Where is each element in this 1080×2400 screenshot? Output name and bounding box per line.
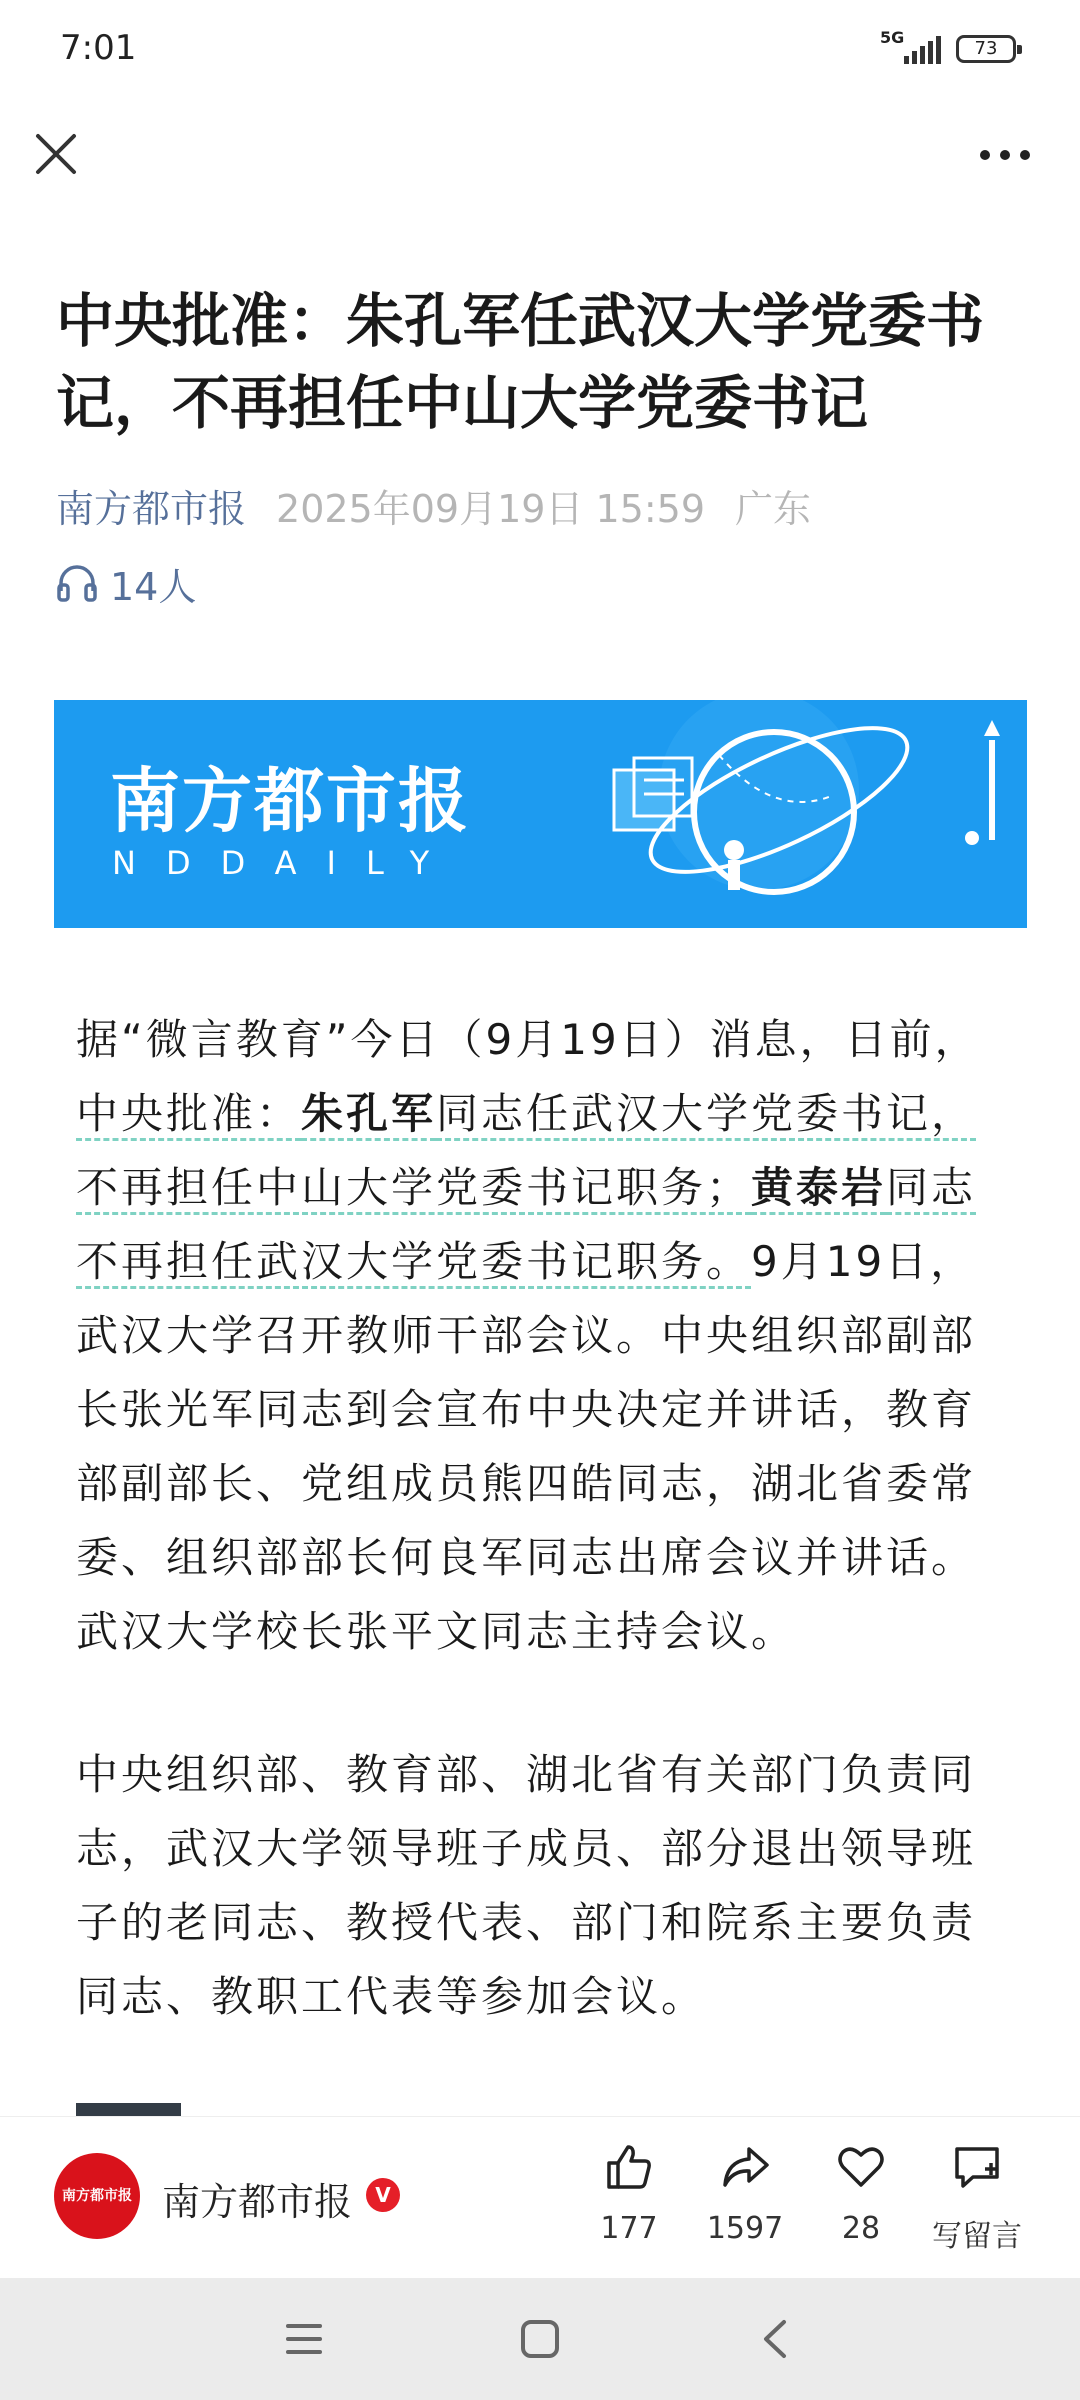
globe-illustration-icon — [544, 700, 1027, 928]
banner-subtitle: NDDAILY — [112, 844, 460, 882]
para-text: 9月19日，武汉大学召开教师干部会议。中央组织部副部长张光军同志到会宣布中央决定并讲话，教育部副部长、党组成员熊四皓同志，湖北省委常委、组织部部长何良军同志出席会议并讲话。武汉大学校长张平文同志主持会议。 — [76, 1237, 977, 1656]
back-chevron-icon — [746, 2314, 806, 2364]
account-name[interactable]: 南方都市报 — [162, 2180, 353, 2224]
para-text: 据“微言教育”今日（9月19日）消息，日前， — [76, 1015, 980, 1064]
account-avatar[interactable]: 南方都市报 — [54, 2153, 140, 2239]
close-button[interactable] — [30, 128, 82, 180]
home-square-icon — [510, 2314, 570, 2364]
article-meta — [56, 478, 811, 533]
listen-count[interactable] — [56, 558, 196, 608]
network-type: 5G — [880, 28, 905, 47]
source-link[interactable]: 南方都市报 — [56, 487, 247, 531]
back-button[interactable] — [746, 2314, 806, 2364]
share-button[interactable] — [690, 2141, 800, 2261]
article-image-preview — [76, 2103, 181, 2117]
verified-badge: V — [366, 2178, 400, 2212]
thumbs-up-icon — [603, 2141, 655, 2193]
linked-text[interactable]: 同志不再担任武汉大学党委书记职务。 — [76, 1163, 976, 1289]
like-count: 177 — [600, 2211, 658, 2246]
linked-text[interactable]: 中央批准： — [76, 1089, 301, 1141]
status-bar — [0, 0, 1080, 100]
publish-datetime: 2025年09月19日 15:59 — [276, 487, 706, 531]
comment-button[interactable] — [922, 2141, 1032, 2261]
more-options-button[interactable] — [975, 130, 1035, 180]
comment-add-icon — [951, 2141, 1003, 2193]
article-paragraph-2: 中央组织部、教育部、湖北省有关部门负责同志，武汉大学领导班子成员、部分退出领导班子的老同志、教授代表、部门和院系主要负责同志、教职工代表等参加会议。 — [76, 1750, 977, 2021]
home-button[interactable] — [510, 2314, 570, 2364]
menu-icon — [274, 2314, 334, 2364]
person-name-link[interactable]: 朱孔军 — [301, 1089, 436, 1141]
publish-location: 广东 — [735, 487, 812, 531]
more-horizontal-icon — [975, 130, 1035, 180]
close-icon — [30, 128, 82, 180]
share-count: 1597 — [706, 2211, 784, 2246]
recent-apps-button[interactable] — [274, 2314, 334, 2364]
article-paragraph-1 — [76, 1003, 1006, 1669]
share-icon — [719, 2141, 771, 2193]
favorite-count: 28 — [841, 2211, 881, 2246]
favorite-button[interactable] — [806, 2141, 916, 2261]
person-name-link[interactable]: 黄泰岩 — [751, 1163, 886, 1215]
battery-icon — [956, 35, 1016, 63]
linked-text[interactable]: 同志任武汉大学党委书记，不再担任中山大学党委书记职务； — [76, 1089, 976, 1215]
listener-count: 14人 — [110, 564, 197, 609]
battery-level: 73 — [974, 38, 998, 59]
masthead-banner — [54, 700, 1027, 928]
heart-icon — [835, 2141, 887, 2193]
comment-label: 写留言 — [932, 2219, 1022, 2254]
article-title: 中央批准：朱孔军任武汉大学党委书记，不再担任中山大学党委书记 — [56, 287, 985, 437]
banner-title: 南方都市报 — [110, 760, 470, 842]
status-time: 7:01 — [60, 28, 137, 68]
bottom-action-bar — [0, 2116, 1080, 2278]
system-nav-bar — [0, 2278, 1080, 2400]
signal-icon — [904, 36, 944, 64]
like-button[interactable] — [574, 2141, 684, 2261]
headphones-icon — [56, 563, 98, 603]
